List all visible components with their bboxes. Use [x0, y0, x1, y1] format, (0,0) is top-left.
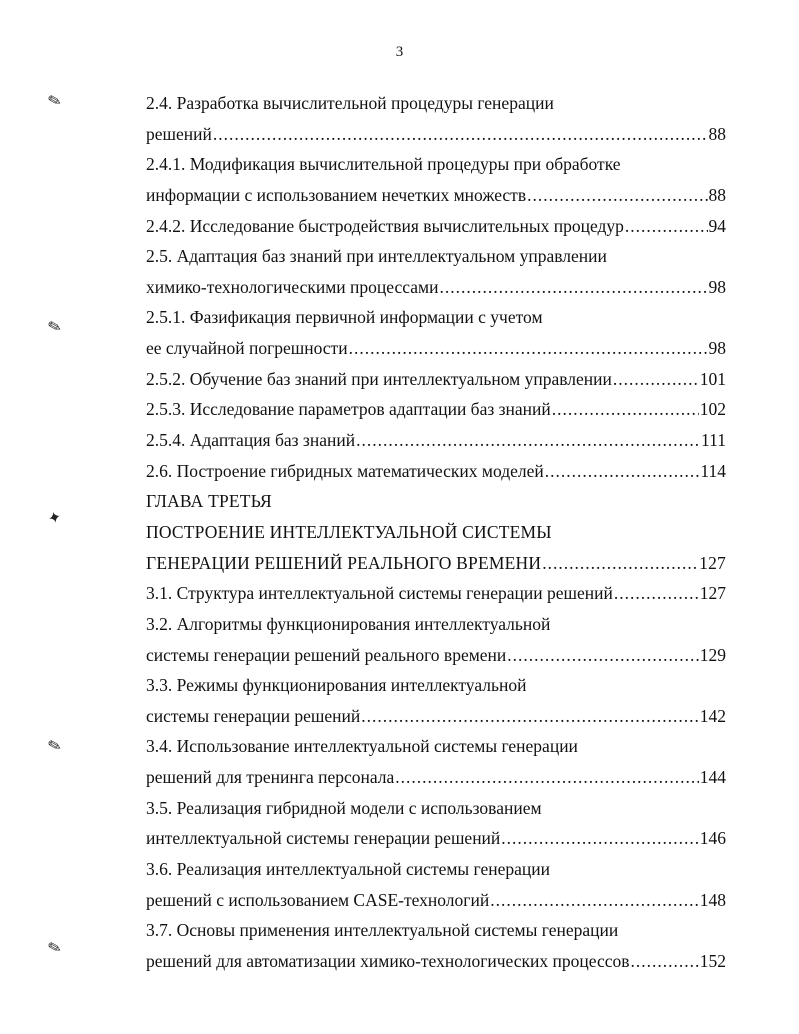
chapter-heading: ГЛАВА ТРЕТЬЯ — [146, 491, 272, 512]
toc-entry-title: 3.3. Режимы функционирования интеллектуальной — [146, 675, 527, 696]
toc-entry-title: 3.5. Реализация гибридной модели с использованием — [146, 797, 542, 818]
toc-entry-line — [146, 640, 726, 671]
toc-entry-line — [146, 211, 726, 242]
page-number: 3 — [395, 44, 404, 60]
dot-leader — [625, 211, 708, 242]
toc-entry-title-cont: решений — [146, 123, 212, 144]
toc-entry-title: 2.6. Построение гибридных математических моделей — [146, 460, 544, 481]
dot-leader — [614, 578, 699, 609]
toc-entry-title-cont: интеллектуальной системы генерации решений — [146, 828, 501, 849]
dot-leader — [631, 946, 699, 977]
dot-leader — [501, 823, 698, 854]
dot-leader — [395, 762, 698, 793]
toc-entry-title-cont: решений с использованием CASE-технологий — [146, 889, 490, 910]
toc-page-number: 114 — [700, 460, 726, 481]
toc-entry-title-cont: системы генерации решений — [146, 705, 361, 726]
toc-page-number: 127 — [699, 583, 726, 604]
toc-entry-line — [146, 701, 726, 732]
toc-page-number: 88 — [708, 184, 726, 205]
toc-page-number: 98 — [708, 338, 726, 359]
toc-page-number: 88 — [708, 123, 726, 144]
toc-entry-title: 3.7. Основы применения интеллектуальной системы генерации — [146, 920, 619, 941]
toc-entry-line — [146, 823, 726, 854]
binding-hole-mark-icon: ✦ — [46, 508, 64, 529]
toc-entry-line — [146, 762, 726, 793]
toc-entry-title: 2.5. Адаптация баз знаний при интеллектуальном управлении — [146, 246, 607, 267]
table-of-contents — [146, 88, 726, 977]
dot-leader — [213, 119, 708, 150]
toc-entry-title-cont: решений для тренинга персонала — [146, 767, 395, 788]
toc-entry-line — [146, 333, 726, 364]
toc-entry-title: 2.4. Разработка вычислительной процедуры генерации — [146, 93, 554, 113]
toc-entry-line — [146, 364, 726, 395]
toc-entry-title: 2.5.3. Исследование параметров адаптации баз знаний — [146, 399, 551, 420]
toc-page-number: 148 — [699, 889, 726, 910]
toc-entry-title-cont: ее случайной погрешности — [146, 338, 348, 359]
toc-entry-line — [146, 180, 726, 211]
dot-leader — [552, 394, 699, 425]
binding-hole-mark-icon: ✎ — [46, 736, 64, 757]
dot-leader — [542, 548, 698, 579]
toc-entry-line — [146, 425, 726, 456]
dot-leader — [349, 333, 708, 364]
toc-entry-title-cont: химико-технологическими процессами — [146, 276, 439, 297]
toc-entry-line — [146, 946, 726, 977]
toc-entry-line — [146, 885, 726, 916]
toc-entry-title-cont: системы генерации решений реального времени — [146, 644, 507, 665]
toc-entry-title: 2.4.1. Модификация вычислительной процедуры при обработке — [146, 154, 621, 175]
dot-leader — [507, 640, 698, 671]
binding-hole-mark-icon: ✎ — [46, 938, 64, 959]
binding-hole-mark-icon: ✎ — [46, 317, 64, 338]
toc-page-number: 142 — [699, 705, 726, 726]
toc-entry-title: 3.6. Реализация интеллектуальной системы генерации — [146, 859, 551, 880]
toc-entry-title: 2.5.4. Адаптация баз знаний — [146, 430, 356, 451]
dot-leader — [490, 885, 699, 916]
toc-page-number: 101 — [699, 368, 726, 389]
dot-leader — [545, 456, 700, 487]
dot-leader — [361, 701, 699, 732]
toc-entry-line — [146, 578, 726, 609]
toc-page-number: 94 — [708, 215, 726, 236]
toc-entry-line — [146, 272, 726, 303]
toc-entry-title: 3.1. Структура интеллектуальной системы генерации решений — [146, 583, 613, 604]
toc-entry-line — [146, 394, 726, 425]
toc-entry-title: 2.5.2. Обучение баз знаний при интеллектуальном управлении — [146, 368, 612, 389]
toc-page-number: 102 — [699, 399, 726, 420]
toc-page-number: 127 — [699, 552, 726, 573]
toc-page-number: 111 — [701, 430, 726, 451]
toc-page-number: 146 — [699, 828, 726, 849]
toc-page-number: 144 — [699, 767, 726, 788]
chapter-title: ПОСТРОЕНИЕ ИНТЕЛЛЕКТУАЛЬНОЙ СИСТЕМЫ — [146, 521, 552, 542]
dot-leader — [356, 425, 700, 456]
dot-leader — [527, 180, 707, 211]
toc-entry-title: 2.5.1. Фазификация первичной информации с учетом — [146, 307, 543, 328]
dot-leader — [439, 272, 707, 303]
toc-entry-title: 3.2. Алгоритмы функционирования интеллектуальной — [146, 613, 551, 634]
toc-entry-line — [146, 456, 726, 487]
toc-entry-title: 2.4.2. Исследование быстродействия вычислительных процедур — [146, 215, 624, 236]
toc-entry-line — [146, 548, 726, 579]
dot-leader — [613, 364, 699, 395]
toc-entry-title-cont: информации с использованием нечетких множеств — [146, 184, 527, 205]
toc-page-number: 129 — [699, 644, 726, 665]
chapter-title-cont: ГЕНЕРАЦИИ РЕШЕНИЙ РЕАЛЬНОГО ВРЕМЕНИ — [146, 552, 542, 573]
toc-entry-line — [146, 119, 726, 150]
toc-page-number: 98 — [708, 276, 726, 297]
binding-hole-mark-icon: ✎ — [46, 91, 64, 112]
toc-page-number: 152 — [699, 950, 726, 971]
toc-entry-title: 3.4. Использование интеллектуальной системы генерации — [146, 736, 578, 757]
toc-entry-title-cont: решений для автоматизации химико-технологических процессов — [146, 950, 630, 971]
